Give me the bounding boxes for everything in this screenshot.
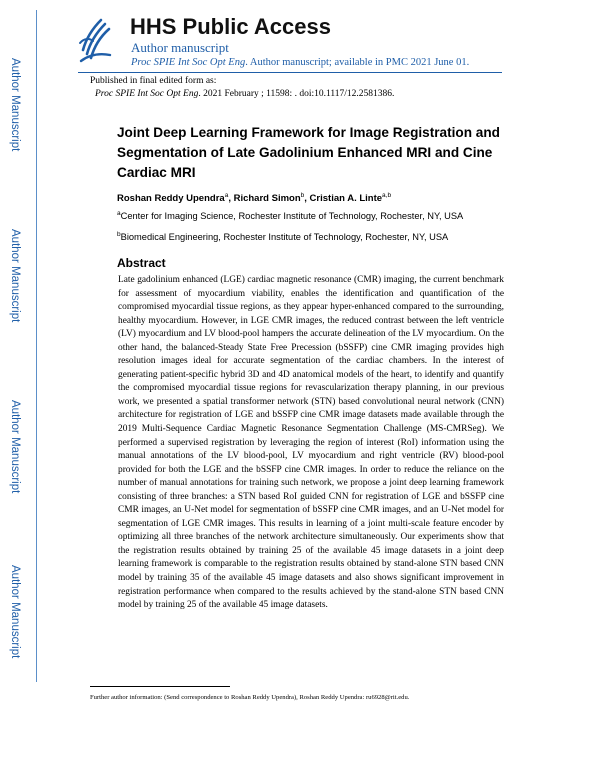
affiliation (117, 231, 448, 242)
author-name: Richard Simon (233, 193, 301, 205)
availability-citation (131, 57, 469, 68)
manuscript-type: Author manuscript (131, 40, 229, 55)
affiliation-marker: b (117, 231, 121, 238)
author-list (117, 192, 391, 204)
affiliation-text: Center for Imaging Science, Rochester Institute of Technology, Rochester, NY, USA (120, 211, 464, 222)
published-journal: Proc SPIE Int Soc Opt Eng (95, 89, 199, 99)
abstract-heading: Abstract (117, 256, 166, 270)
footnote-divider (90, 686, 230, 687)
sidebar-label-author-manuscript: Author Manuscript (9, 58, 21, 152)
sidebar-divider (36, 10, 37, 682)
article-title: Joint Deep Learning Framework for Image Registration and Segmentation of Late Gadolinium Enhanced MRI and Cine Cardiac MRI (117, 125, 500, 180)
sidebar-label-author-manuscript: Author Manuscript (9, 400, 21, 494)
affiliation (117, 210, 463, 221)
repository-title: HHS Public Access (130, 14, 331, 39)
author-affiliation-marker: b (300, 192, 305, 199)
citation-journal: Proc SPIE Int Soc Opt Eng (131, 57, 246, 68)
citation-availability: . Author manuscript; available in PMC 2021 June 01. (245, 57, 470, 68)
sidebar-label-author-manuscript: Author Manuscript (9, 229, 21, 323)
published-details: . 2021 February ; 11598: . doi:10.1117/12.2581386. (198, 89, 395, 99)
author-name: Cristian A. Linte (309, 193, 383, 205)
author-affiliation-marker: a,b (382, 192, 392, 199)
affiliation-marker: a (117, 210, 121, 217)
author-separator: , (228, 193, 234, 205)
author-affiliation-marker: a (224, 192, 229, 199)
author-footnote: Further author information: (Send correspondence to Roshan Reddy Upendra), Roshan Reddy Upendra: ru6928@rit.edu. (90, 694, 410, 701)
header-divider (78, 72, 502, 73)
published-citation (95, 89, 394, 99)
published-form-label: Published in final edited form as: (90, 76, 217, 86)
sidebar-label-author-manuscript: Author Manuscript (9, 565, 21, 659)
hhs-eagle-logo-icon (77, 17, 113, 65)
abstract-text: Late gadolinium enhanced (LGE) cardiac magnetic resonance (CMR) imaging, the current benchmark for assessment of myocardium viability, enables the identification and quantification of the compromised myocardial tissue regions, as they appear hyper-enhanced compared to the surrounding, healthy myocardium. However, in LGE CMR images, the reduced contrast between the left ventricle (LV) myocardium and LV blood-pool hampers the accurate delineation of the LV myocardium. On the other hand, the balanced-Steady State Free Precession (bSSFP) cine CMR imaging provides high resolution images ideal for accurate segmentation of the cardiac chambers. In the interest of generating patient-specific hybrid 3D and 4D anatomical models of the heart, to identify and quantify the compromised myocardial tissue regions for revascularization therapy planning, in our previous work, we presented a spatial transformer network (STN) based convolutional neural network (CNN) architecture for registration of LGE and bSSFP cine CMR image datasets made available through the 2019 Multi-Sequence Cardiac Magnetic Resonance Segmentation Challenge (MS-CMRSeg). We performed a supervised registration by leveraging the region of interest (RoI) information using the manual annotations of the LV blood-pool, LV myocardium and right ventricle (RV) blood-pool provided for both the LGE and the bSSFP cine CMR images. In order to reduce the reliance on the number of manual annotations for training such network, we propose a joint deep learning framework consisting of three branches: a STN based RoI guided CNN for registration of LGE and bSSFP cine CMR images, an U-Net model for segmentation of bSSFP cine CMR images, and an U-Net model for segmentation of LGE CMR images. This results in learning of a joint multi-scale feature encoder by optimizing all three branches of the network architecture simultaneously. Our experiments show that the registration results obtained by training 25 of the available 45 image datasets in a joint deep learning framework is comparable to the registration results obtained by stand-alone STN based CNN model by training 35 of the available 45 image datasets and also shows significant improvement in registration performance when compared to the results achieved by the stand-alone STN based CNN model by training 25 of the available 45 image datasets. (118, 275, 504, 611)
author-name: Roshan Reddy Upendra (117, 193, 225, 205)
author-separator: , (304, 193, 310, 205)
affiliation-text: Biomedical Engineering, Rochester Institute of Technology, Rochester, NY, USA (120, 232, 449, 243)
